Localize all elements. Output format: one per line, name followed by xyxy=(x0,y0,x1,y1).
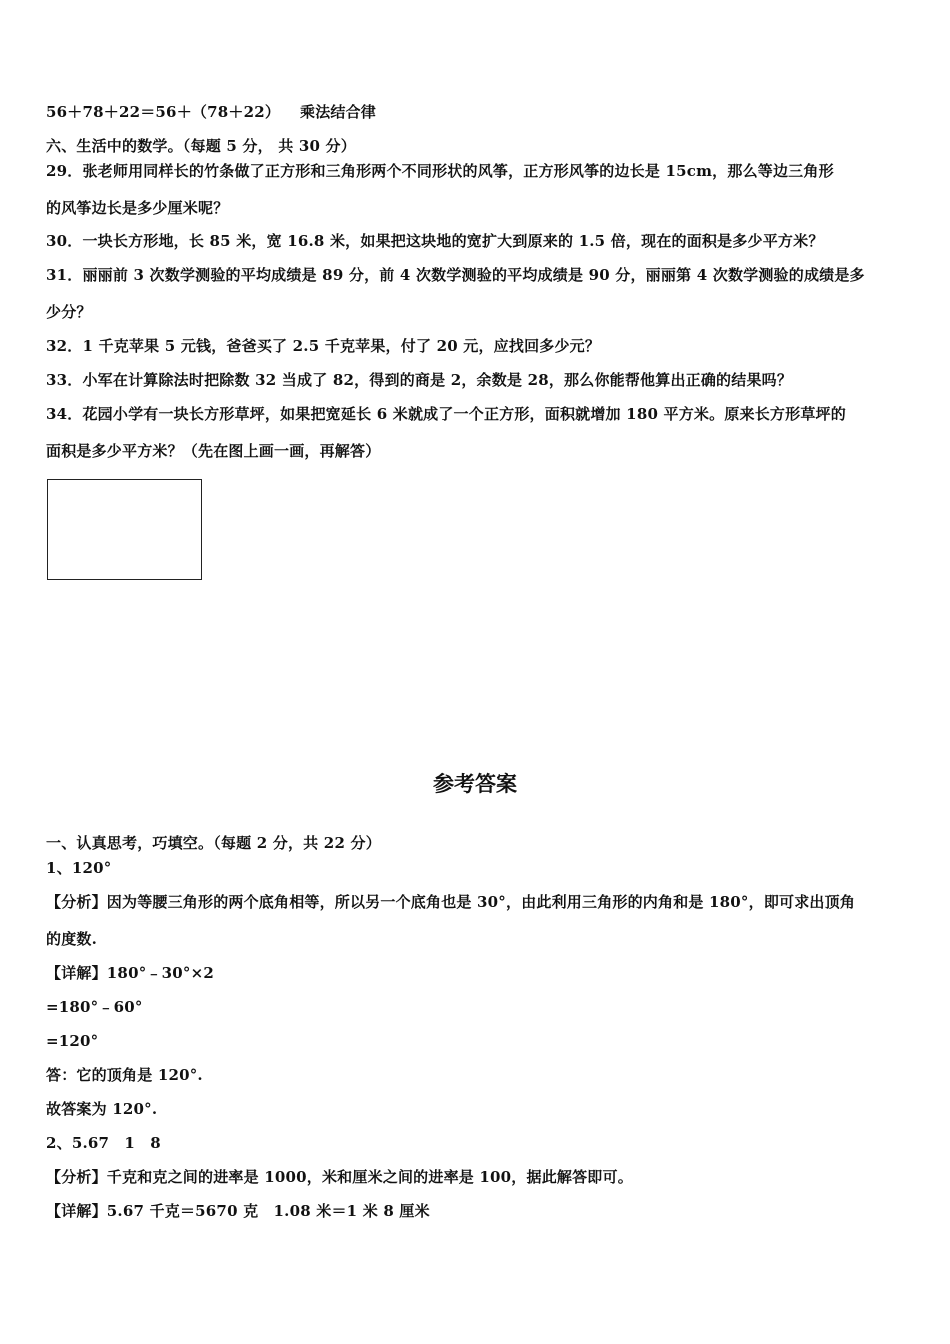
answer-1-step1: =180°﹣60° xyxy=(46,998,143,1016)
question-34-line1: 34．花园小学有一块长方形草坪，如果把宽延长 6 米就成了一个正方形，面积就增加 180 平方米。原来长方形草坪的 xyxy=(46,405,846,423)
answer-1-analysis-line2: 的度数. xyxy=(46,930,98,948)
equation-rule: 乘法结合律 xyxy=(300,103,377,121)
answer-1-final: 故答案为 120°. xyxy=(46,1100,158,1118)
question-31-line2: 少分？ xyxy=(46,303,92,321)
rectangle-drawing-box xyxy=(47,479,202,580)
answer-2-detail: 【详解】5.67 千克＝5670 克 1.08 米＝1 米 8 厘米 xyxy=(46,1202,430,1220)
answer-2-analysis: 【分析】千克和克之间的进率是 1000，米和厘米之间的进率是 100，据此解答即可。 xyxy=(46,1168,633,1186)
answer-1-detail: 【详解】180°﹣30°×2 xyxy=(46,964,214,982)
question-29-line1: 29．张老师用同样长的竹条做了正方形和三角形两个不同形状的风筝，正方形风筝的边长是 15cm，那么等边三角形 xyxy=(46,162,834,180)
answer-1-analysis-line1: 【分析】因为等腰三角形的两个底角相等，所以另一个底角也是 30°，由此利用三角形的内角和是 180°，即可求出顶角 xyxy=(46,893,856,911)
answers-section1-heading: 一、认真思考，巧填空。（每题 2 分，共 22 分） xyxy=(46,834,381,852)
equation-expression: 56＋78＋22＝56＋（78＋22） xyxy=(46,103,281,121)
question-34-line2: 面积是多少平方米？（先在图上画一画，再解答） xyxy=(46,442,381,460)
question-30: 30．一块长方形地，长 85 米，宽 16.8 米，如果把这块地的宽扩大到原来的 1.5 倍，现在的面积是多少平方米？ xyxy=(46,232,824,250)
question-31-line1: 31．丽丽前 3 次数学测验的平均成绩是 89 分，前 4 次数学测验的平均成绩是 90 分，丽丽第 4 次数学测验的成绩是多 xyxy=(46,266,865,284)
answer-2: 2、5.67 1 8 xyxy=(46,1134,161,1152)
answer-key-title: 参考答案 xyxy=(433,772,517,796)
question-29-line2: 的风筝边长是多少厘米呢？ xyxy=(46,199,229,217)
answer-1: 1、120° xyxy=(46,859,112,877)
question-33: 33．小军在计算除法时把除数 32 当成了 82，得到的商是 2，余数是 28，那么你能帮他算出正确的结果吗？ xyxy=(46,371,793,389)
answer-1-statement: 答：它的顶角是 120°. xyxy=(46,1066,203,1084)
question-32: 32．1 千克苹果 5 元钱，爸爸买了 2.5 千克苹果，付了 20 元，应找回多少元？ xyxy=(46,337,601,355)
answer-1-step2: =120° xyxy=(46,1032,99,1050)
section6-heading: 六、生活中的数学。（每题 5 分， 共 30 分） xyxy=(46,137,356,155)
